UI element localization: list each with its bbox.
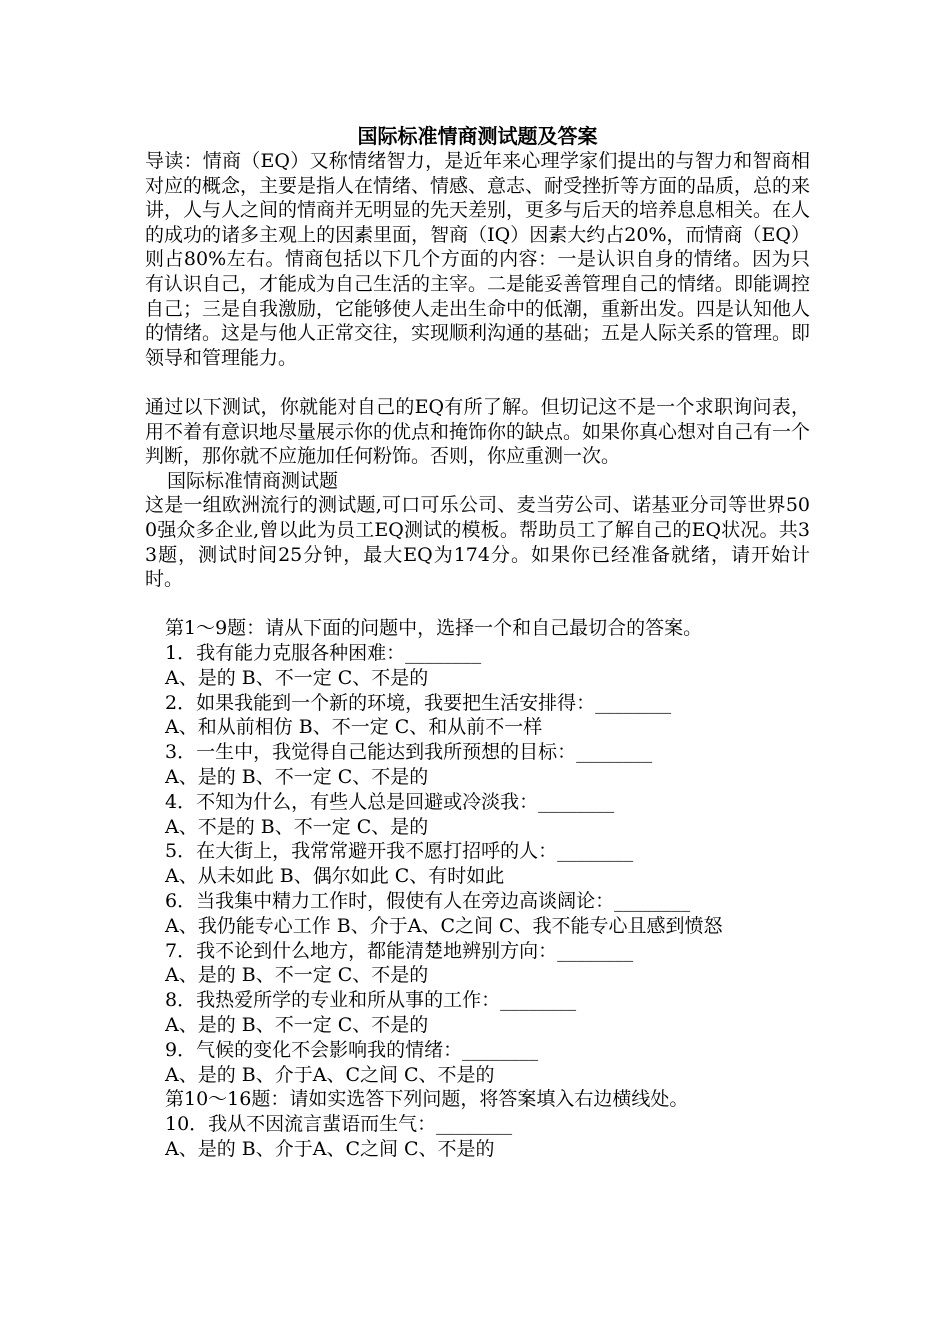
answer-options: A、是的 B、不一定 C、不是的 <box>165 766 429 789</box>
section2-header: 第10～16题：请如实选答下列问题，将答案填入右边横线处。 <box>165 1088 689 1111</box>
subheading: 国际标准情商测试题 <box>167 469 339 492</box>
description-paragraph: 这是一组欧洲流行的测试题,可口可乐公司、麦当劳公司、诺基亚分司等世界500强众多企业,曾以此为员工EQ测试的模板。帮助员工了解自己的EQ状况。共33题，测试时间25分钟，最大EQ为174分。如果你已经准备就绪，请开始计时。 <box>145 494 810 591</box>
question-text: 5．在大街上，我常常避开我不愿打招呼的人：________ <box>165 840 634 863</box>
question-text: 2．如果我能到一个新的环境，我要把生活安排得：________ <box>165 691 672 714</box>
question-text: 8．我热爱所学的专业和所从事的工作：________ <box>165 989 577 1012</box>
question-text: 6．当我集中精力工作时，假使有人在旁边高谈阔论：________ <box>165 890 691 913</box>
answer-options: A、是的 B、不一定 C、不是的 <box>165 666 429 689</box>
section1-header: 第1～9题：请从下面的问题中，选择一个和自己最切合的答案。 <box>165 617 703 640</box>
question-text: 4．不知为什么，有些人总是回避或冷淡我：________ <box>165 790 615 813</box>
answer-options: A、和从前相仿 B、不一定 C、和从前不一样 <box>165 716 543 739</box>
intro-paragraph: 导读：情商（EQ）又称情绪智力，是近年来心理学家们提出的与智力和智商相对应的概念，主要是指人在情绪、情感、意志、耐受挫折等方面的品质，总的来讲，人与人之间的情商并无明显的先天差别，更多与后天的培养息息相关。在人的成功的诸多主观上的因素里面，智商（IQ）因素大约占20%，而情商（EQ）则占80%左右。情商包括以下几个方面的内容：一是认识自身的情绪。因为只有认识自己，才能成为自己生活的主宰。二是能妥善管理自己的情绪。即能调控自己；三是自我激励，它能够使人走出生命中的低潮，重新出发。四是认知他人的情绪。这是与他人正常交往，实现顺利沟通的基础；五是人际关系的管理。即领导和管理能力。 <box>145 150 811 369</box>
answer-options: A、从未如此 B、偶尔如此 C、有时如此 <box>165 865 505 888</box>
answer-options: A、是的 B、介于A、C之间 C、不是的 <box>165 1138 495 1161</box>
question-text: 9．气候的变化不会影响我的情绪：________ <box>165 1038 539 1061</box>
instructions-paragraph: 通过以下测试，你就能对自己的EQ有所了解。但切记这不是一个求职询问表，用不着有意识地尽量展示你的优点和掩饰你的缺点。如果你真心想对自己有一个判断，那你就不应施加任何粉饰。否则，你应重测一次。 <box>145 395 811 468</box>
document-page <box>145 123 810 1162</box>
paragraph-gap <box>145 370 810 395</box>
document-title: 国际标准情商测试题及答案 <box>357 124 598 148</box>
answer-options: A、是的 B、不一定 C、不是的 <box>165 964 429 987</box>
paragraph-gap <box>145 592 810 617</box>
question-text: 10．我从不因流言蜚语而生气：________ <box>165 1113 513 1136</box>
question-text: 3．一生中，我觉得自己能达到我所预想的目标：________ <box>165 741 653 764</box>
answer-options: A、我仍能专心工作 B、介于A、C之间 C、我不能专心且感到愤怒 <box>165 914 723 937</box>
question-list <box>145 641 810 1087</box>
answer-options: A、是的 B、不一定 C、不是的 <box>165 1014 429 1037</box>
answer-options: A、是的 B、介于A、C之间 C、不是的 <box>165 1063 495 1086</box>
question-list-2 <box>145 1112 810 1162</box>
question-text: 1．我有能力克服各种困难：________ <box>165 642 482 665</box>
question-text: 7．我不论到什么地方，都能清楚地辨别方向：________ <box>165 939 634 962</box>
answer-options: A、不是的 B、不一定 C、是的 <box>165 815 429 838</box>
